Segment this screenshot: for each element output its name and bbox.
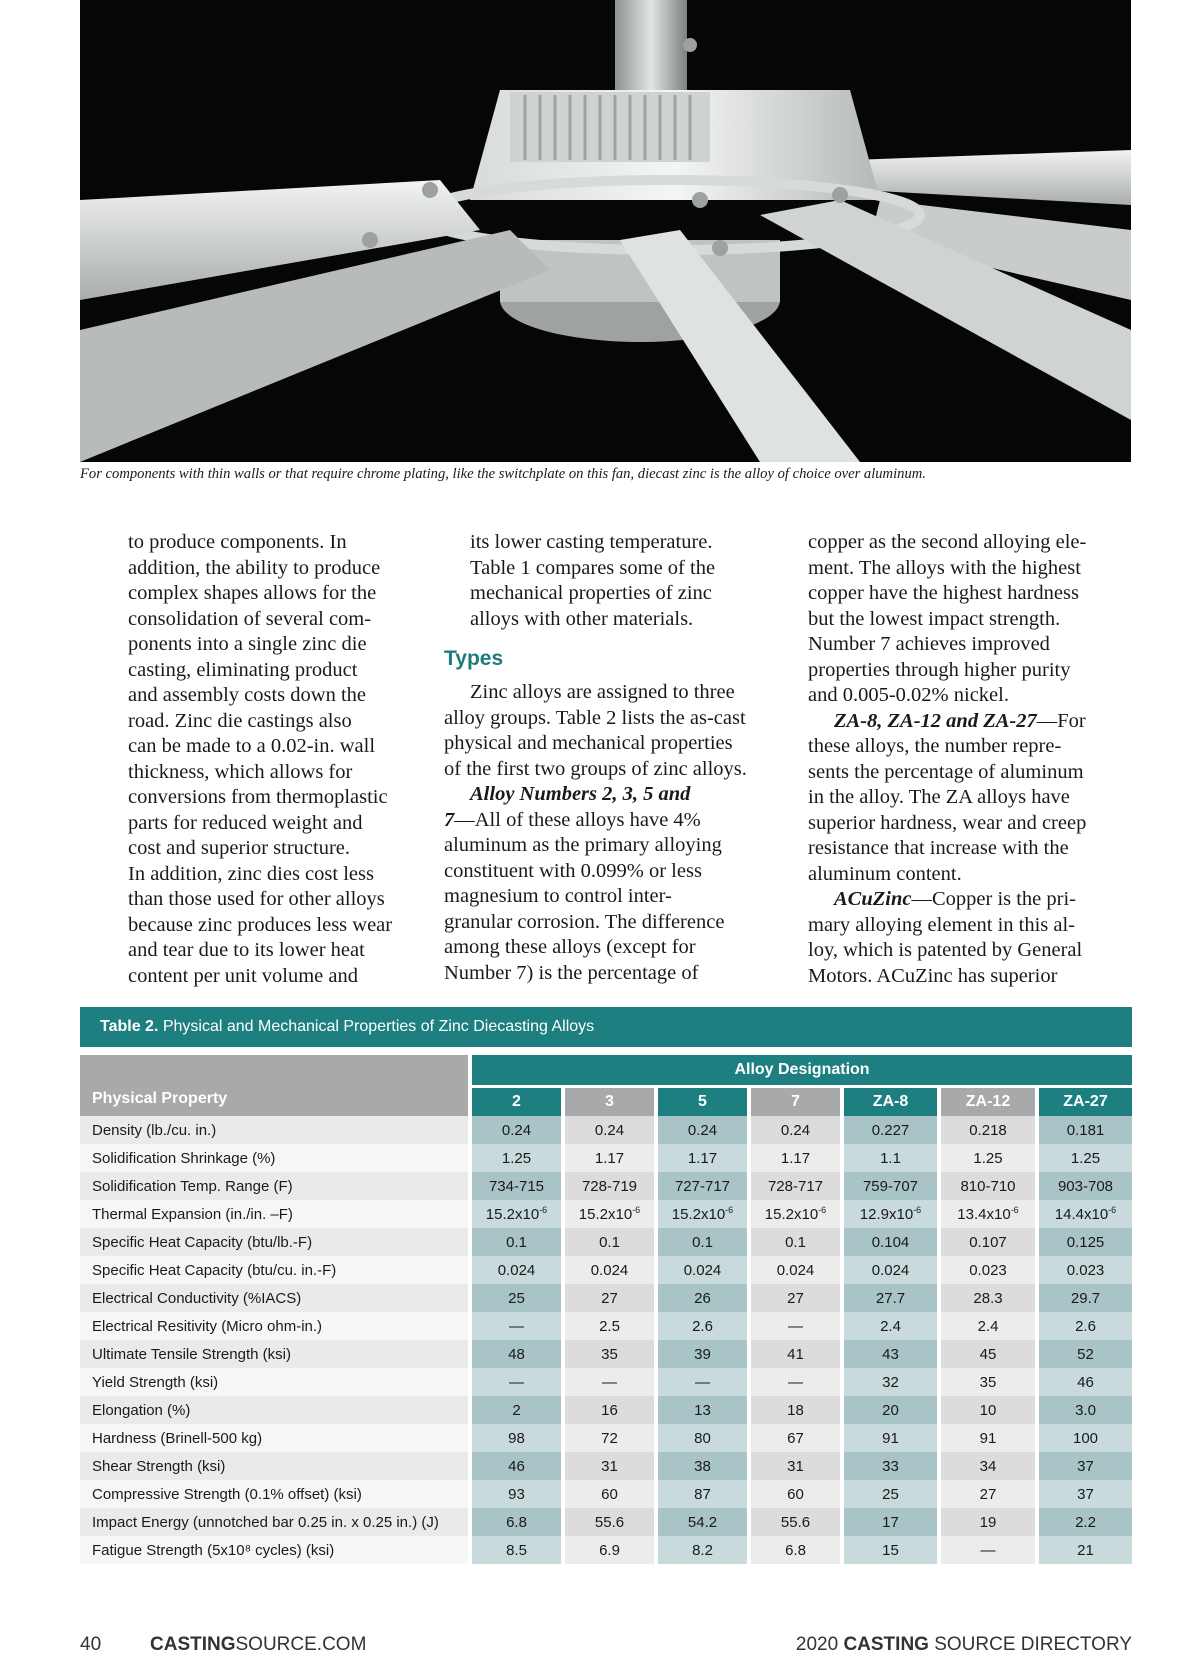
text-line: granular corrosion. The difference (444, 910, 725, 933)
value-cell: 0.227 (840, 1116, 937, 1144)
value-cell: 16 (561, 1396, 654, 1424)
value-cell: — (747, 1312, 840, 1340)
value-cell: — (468, 1368, 561, 1396)
property-name-cell: Electrical Conductivity (%IACS) (80, 1284, 468, 1312)
value-cell: 27 (747, 1284, 840, 1312)
table-2 (80, 1007, 1132, 1564)
alloy-column-header: ZA-12 (937, 1088, 1035, 1116)
property-name-cell: Ultimate Tensile Strength (ksi) (80, 1340, 468, 1368)
text-line: content per unit volume and (128, 964, 358, 987)
text-line: addition, the ability to produce (128, 556, 381, 579)
table-title-text: Physical and Mechanical Properties of Zinc Diecasting Alloys (158, 1018, 595, 1035)
value-cell: 0.24 (468, 1116, 561, 1144)
value-cell: 0.218 (937, 1116, 1035, 1144)
table-row (80, 1424, 1132, 1452)
value-cell: 60 (561, 1480, 654, 1508)
value-cell: 1.25 (937, 1144, 1035, 1172)
property-name-cell: Shear Strength (ksi) (80, 1452, 468, 1480)
property-name-cell: Compressive Strength (0.1% offset) (ksi) (80, 1480, 468, 1508)
value-cell: 6.8 (468, 1508, 561, 1536)
value-cell: 0.1 (654, 1228, 747, 1256)
text-line: superior hardness, wear and creep (808, 811, 1087, 834)
value-cell: 2.4 (840, 1312, 937, 1340)
value-cell: 10 (937, 1396, 1035, 1424)
value-cell: 29.7 (1035, 1284, 1132, 1312)
value-cell: 35 (937, 1368, 1035, 1396)
value-cell: — (937, 1536, 1035, 1564)
value-cell: 18 (747, 1396, 840, 1424)
value-cell: 35 (561, 1340, 654, 1368)
ceiling-fan-illustration (80, 0, 1131, 462)
value-cell: 1.17 (747, 1144, 840, 1172)
value-cell: 27 (937, 1480, 1035, 1508)
table-body (80, 1116, 1132, 1564)
text-line: conversions from thermoplastic (128, 786, 388, 808)
value-cell: 31 (561, 1452, 654, 1480)
text-line: mary alloying element in this al- (808, 913, 1076, 936)
text-line: alloy groups. Table 2 lists the as-cast (444, 706, 746, 729)
alloy-run-in-heading: Alloy Numbers 2, 3, 5 and (470, 783, 691, 805)
alloy-column-header: ZA-27 (1035, 1088, 1132, 1116)
text-column-2 (444, 530, 764, 986)
value-cell: 87 (654, 1480, 747, 1508)
text-line: of the first two groups of zinc alloys. (444, 757, 747, 780)
exponent: -6 (818, 1205, 827, 1215)
value-cell: 0.023 (937, 1256, 1035, 1284)
text-line: parts for reduced weight and (128, 811, 363, 834)
table-row (80, 1284, 1132, 1312)
exponent: -6 (539, 1205, 548, 1215)
value-cell: 98 (468, 1424, 561, 1452)
value-cell: 91 (840, 1424, 937, 1452)
text-line: because zinc produces less wear (128, 913, 393, 936)
value-cell: 19 (937, 1508, 1035, 1536)
value-cell: 0.024 (840, 1256, 937, 1284)
text-line: Number 7) is the percentage of (444, 961, 699, 984)
text-line: loy, which is patented by General (808, 939, 1083, 961)
text-line: resistance that increase with the (808, 837, 1069, 859)
directory-year: 2020 (795, 1634, 844, 1655)
value-cell: 0.1 (561, 1228, 654, 1256)
value-cell: — (747, 1368, 840, 1396)
value-cell: 759-707 (840, 1172, 937, 1200)
text-line: aluminum content. (808, 862, 962, 885)
property-name-cell: Elongation (%) (80, 1396, 468, 1424)
text-line: constituent with 0.099% or less (444, 859, 702, 882)
alloy-column-header: 2 (468, 1088, 561, 1116)
value-cell: $12.9x10^{-6}$ (840, 1200, 937, 1228)
value-cell: 60 (747, 1480, 840, 1508)
value-cell: 45 (937, 1340, 1035, 1368)
value-cell: 0.181 (1035, 1116, 1132, 1144)
value-cell: 0.024 (747, 1256, 840, 1284)
property-name-cell: Fatigue Strength (5x10⁸ cycles) (ksi) (80, 1536, 468, 1564)
value-cell: 0.107 (937, 1228, 1035, 1256)
value-cell: 2.6 (654, 1312, 747, 1340)
property-name-cell: Thermal Expansion (in./in. –F) (80, 1200, 468, 1228)
text-line: physical and mechanical properties (444, 732, 733, 754)
text-line (444, 808, 764, 834)
value-cell: 0.024 (468, 1256, 561, 1284)
exponent: -6 (1108, 1205, 1117, 1215)
table-row (80, 1144, 1132, 1172)
property-name-cell: Density (lb./cu. in.) (80, 1116, 468, 1144)
value-cell: 0.023 (1035, 1256, 1132, 1284)
site-name (150, 1634, 366, 1656)
value-cell: 0.125 (1035, 1228, 1132, 1256)
text-line: Zinc alloys are assigned to three (470, 681, 735, 703)
value-cell: 37 (1035, 1480, 1132, 1508)
value-cell: 728-719 (561, 1172, 654, 1200)
table-title-number: Table 2. (100, 1018, 159, 1035)
text-line: and tear due to its lower heat (128, 939, 365, 961)
property-column-header: Physical Property (80, 1055, 468, 1116)
property-name-cell: Solidification Shrinkage (%) (80, 1144, 468, 1172)
property-name-cell: Solidification Temp. Range (F) (80, 1172, 468, 1200)
value-cell: $15.2x10^{-6}$ (747, 1200, 840, 1228)
text-line: magnesium to control inter- (444, 885, 672, 907)
value-cell: 0.104 (840, 1228, 937, 1256)
fan-photo (80, 0, 1131, 462)
text-line: complex shapes allows for the (128, 582, 377, 604)
alloy-column-header: 5 (654, 1088, 747, 1116)
exponent: -6 (913, 1205, 922, 1215)
value-cell: 0.1 (747, 1228, 840, 1256)
value-cell: 1.25 (468, 1144, 561, 1172)
value-cell: 27 (561, 1284, 654, 1312)
table-row (80, 1200, 1132, 1228)
text-line: mechanical properties of zinc (470, 582, 712, 604)
value-cell: 0.24 (561, 1116, 654, 1144)
text-line (808, 709, 1128, 735)
text-line: and assembly costs down the (128, 684, 366, 706)
value-cell: 93 (468, 1480, 561, 1508)
value-cell: 67 (747, 1424, 840, 1452)
value-cell: 48 (468, 1340, 561, 1368)
value-cell: 32 (840, 1368, 937, 1396)
value-cell: 2.2 (1035, 1508, 1132, 1536)
directory-rest: SOURCE DIRECTORY (928, 1634, 1132, 1655)
value-cell: 728-717 (747, 1172, 840, 1200)
text-line: aluminum as the primary alloying (444, 834, 722, 856)
property-name-cell: Yield Strength (ksi) (80, 1368, 468, 1396)
value-cell: 20 (840, 1396, 937, 1424)
value-cell: 100 (1035, 1424, 1132, 1452)
value-cell: 2.6 (1035, 1312, 1132, 1340)
text-span: —Copper is the pri- (911, 888, 1077, 910)
value-cell: — (561, 1368, 654, 1396)
value-cell: 46 (468, 1452, 561, 1480)
text-line: ponents into a single zinc die (128, 633, 367, 655)
value-cell: 37 (1035, 1452, 1132, 1480)
text-column-3 (808, 530, 1128, 989)
value-cell: $14.4x10^{-6}$ (1035, 1200, 1132, 1228)
text-span: —All of these alloys have 4% (454, 808, 701, 831)
table-row (80, 1480, 1132, 1508)
text-line: consolidation of several com- (128, 607, 372, 630)
text-line: these alloys, the number repre- (808, 735, 1062, 757)
value-cell: 25 (840, 1480, 937, 1508)
text-line: Table 1 compares some of the (470, 556, 716, 579)
text-line: and 0.005-0.02% nickel. (808, 684, 1009, 706)
text-span: —For (1036, 709, 1086, 732)
text-line: copper as the second alloying ele- (808, 531, 1087, 553)
exponent: -6 (632, 1205, 641, 1215)
text-line: road. Zinc die castings also (128, 709, 352, 732)
acuzinc-run-in-heading: ACuZinc (834, 888, 912, 910)
value-cell: 0.024 (561, 1256, 654, 1284)
value-cell: — (654, 1368, 747, 1396)
value-cell: 31 (747, 1452, 840, 1480)
table-row (80, 1508, 1132, 1536)
text-line: Number 7 achieves improved (808, 633, 1050, 655)
table-row (80, 1256, 1132, 1284)
table-row (80, 1452, 1132, 1480)
text-line: among these alloys (except for (444, 936, 696, 958)
text-column-1 (128, 530, 448, 989)
page-number: 40 (80, 1634, 102, 1655)
directory-bold: CASTING (843, 1634, 929, 1655)
property-name-cell: Electrical Resitivity (Micro ohm-in.) (80, 1312, 468, 1340)
text-line: ment. The alloys with the highest (808, 556, 1081, 579)
site-name-rest: SOURCE.COM (235, 1634, 367, 1655)
alloy-column-header: 7 (747, 1088, 840, 1116)
directory-name (796, 1634, 1132, 1656)
exponent: -6 (1010, 1205, 1019, 1215)
types-heading: Types (444, 647, 504, 670)
text-line: can be made to a 0.02-in. wall (128, 735, 376, 757)
value-cell: 17 (840, 1508, 937, 1536)
value-cell: 26 (654, 1284, 747, 1312)
text-line: properties through higher purity (808, 658, 1071, 681)
alloy-designation-header: Alloy Designation (468, 1055, 1132, 1088)
exponent: -6 (725, 1205, 734, 1215)
text-line: than those used for other alloys (128, 888, 385, 910)
page-footer (80, 1634, 1132, 1658)
value-cell: 33 (840, 1452, 937, 1480)
text-line: Motors. ACuZinc has superior (808, 964, 1058, 987)
value-cell: 21 (1035, 1536, 1132, 1564)
text-line: thickness, which allows for (128, 760, 353, 783)
value-cell: 15 (840, 1536, 937, 1564)
properties-table (80, 1055, 1132, 1564)
property-name-cell: Impact Energy (unnotched bar 0.25 in. x 0.25 in.) (J) (80, 1508, 468, 1536)
value-cell: 28.3 (937, 1284, 1035, 1312)
text-line: copper have the highest hardness (808, 582, 1079, 604)
value-cell: 25 (468, 1284, 561, 1312)
text-line: to produce components. In (128, 531, 347, 553)
site-name-bold: CASTING (150, 1634, 236, 1655)
value-cell: 1.17 (561, 1144, 654, 1172)
text-line: alloys with other materials. (470, 607, 694, 630)
value-cell: 1.17 (654, 1144, 747, 1172)
value-cell: 6.8 (747, 1536, 840, 1564)
text-line: its lower casting temperature. (470, 531, 713, 553)
table-title (80, 1007, 1132, 1055)
value-cell: $15.2x10^{-6}$ (654, 1200, 747, 1228)
value-cell: 734-715 (468, 1172, 561, 1200)
value-cell: 903-708 (1035, 1172, 1132, 1200)
value-cell: 54.2 (654, 1508, 747, 1536)
table-row (80, 1172, 1132, 1200)
value-cell: 1.25 (1035, 1144, 1132, 1172)
value-cell: 13 (654, 1396, 747, 1424)
value-cell: 2.4 (937, 1312, 1035, 1340)
table-row (80, 1228, 1132, 1256)
text-line: but the lowest impact strength. (808, 607, 1061, 630)
text-line: in the alloy. The ZA alloys have (808, 786, 1070, 808)
property-name-cell: Specific Heat Capacity (btu/cu. in.-F) (80, 1256, 468, 1284)
value-cell: 80 (654, 1424, 747, 1452)
table-row (80, 1340, 1132, 1368)
value-cell: 8.5 (468, 1536, 561, 1564)
table-row (80, 1116, 1132, 1144)
table-row (80, 1312, 1132, 1340)
alloy-column-header: ZA-8 (840, 1088, 937, 1116)
value-cell: 6.9 (561, 1536, 654, 1564)
value-cell: 8.2 (654, 1536, 747, 1564)
property-name-cell: Specific Heat Capacity (btu/lb.-F) (80, 1228, 468, 1256)
value-cell: 38 (654, 1452, 747, 1480)
value-cell: 2 (468, 1396, 561, 1424)
text-line (808, 887, 1128, 913)
value-cell: 91 (937, 1424, 1035, 1452)
text-line: In addition, zinc dies cost less (128, 862, 374, 885)
za-run-in-heading: ZA-8, ZA-12 and ZA-27 (834, 709, 1037, 732)
value-cell: 0.24 (747, 1116, 840, 1144)
value-cell: 39 (654, 1340, 747, 1368)
table-row (80, 1368, 1132, 1396)
alloy-run-in-heading-cont: 7 (444, 808, 455, 831)
value-cell: 43 (840, 1340, 937, 1368)
value-cell: — (468, 1312, 561, 1340)
value-cell: 1.1 (840, 1144, 937, 1172)
value-cell: 2.5 (561, 1312, 654, 1340)
value-cell: $15.2x10^{-6}$ (468, 1200, 561, 1228)
value-cell: 27.7 (840, 1284, 937, 1312)
value-cell: 3.0 (1035, 1396, 1132, 1424)
value-cell: 52 (1035, 1340, 1132, 1368)
value-cell: $15.2x10^{-6}$ (561, 1200, 654, 1228)
value-cell: 55.6 (747, 1508, 840, 1536)
text-line: cost and superior structure. (128, 837, 351, 859)
value-cell: $13.4x10^{-6}$ (937, 1200, 1035, 1228)
value-cell: 55.6 (561, 1508, 654, 1536)
table-row (80, 1536, 1132, 1564)
value-cell: 0.1 (468, 1228, 561, 1256)
value-cell: 727-717 (654, 1172, 747, 1200)
alloy-column-header: 3 (561, 1088, 654, 1116)
text-line: casting, eliminating product (128, 658, 358, 681)
value-cell: 34 (937, 1452, 1035, 1480)
table-row (80, 1396, 1132, 1424)
text-line: sents the percentage of aluminum (808, 760, 1084, 783)
value-cell: 0.24 (654, 1116, 747, 1144)
value-cell: 0.024 (654, 1256, 747, 1284)
value-cell: 41 (747, 1340, 840, 1368)
photo-caption: For components with thin walls or that require chrome plating, like the switchplate on this fan, diecast zinc is the alloy of choice over aluminum. (80, 466, 926, 482)
value-cell: 46 (1035, 1368, 1132, 1396)
value-cell: 810-710 (937, 1172, 1035, 1200)
property-name-cell: Hardness (Brinell-500 kg) (80, 1424, 468, 1452)
value-cell: 72 (561, 1424, 654, 1452)
